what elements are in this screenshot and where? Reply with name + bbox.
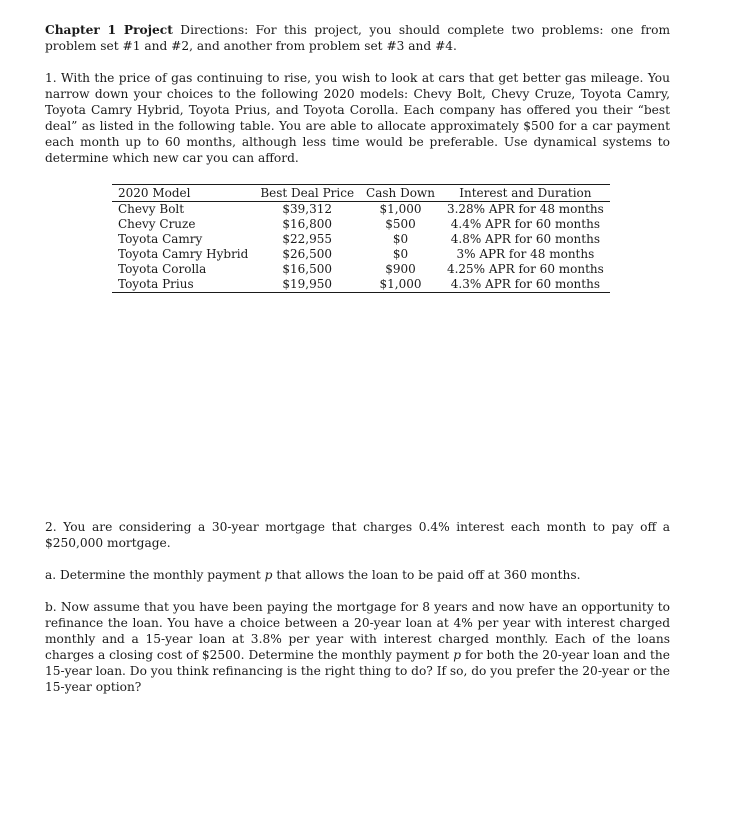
table-row [112,247,610,262]
cell-interest: 3.28% APR for 48 months [446,202,604,216]
table-row [112,217,610,232]
table-row [112,277,610,293]
cell-price: $39,312 [282,202,332,216]
header-model: 2020 Model [112,185,254,202]
problem-2-intro: 2. You are considering a 30-year mortgage that charges 0.4% interest each month to pay off a $250,000 mortgage. [45,520,670,550]
table-row [112,202,610,218]
cell-price: $16,500 [282,262,332,276]
variable-p: p [453,648,462,662]
cell-price: $19,950 [254,277,360,293]
part-a-text-start: a. Determine the monthly payment [45,568,265,582]
problem-2-part-b [45,599,670,695]
document-body [45,22,670,293]
header-interest: Interest and Duration [441,185,610,202]
cell-model: Chevy Cruze [118,217,196,231]
cell-model: Chevy Bolt [118,202,185,216]
cell-price: $26,500 [282,247,332,261]
table-row [112,262,610,277]
cell-interest: 3% APR for 48 months [456,247,595,261]
variable-p: p [264,568,273,582]
car-deals-table-wrapper [112,184,670,293]
table-row [112,232,610,247]
cell-interest: 4.8% APR for 60 months [450,232,600,246]
cell-cash-down: $0 [392,247,409,261]
header-price: Best Deal Price [254,185,360,202]
cell-interest: 4.25% APR for 60 months [446,262,604,276]
cell-cash-down: $900 [385,262,416,276]
problem-2-section [45,519,670,695]
cell-cash-down: $500 [385,217,416,231]
cell-model: Toyota Camry Hybrid [118,247,249,261]
car-deals-table [112,184,610,293]
cell-price: $16,800 [282,217,332,231]
cell-model: Toyota Prius [112,277,254,293]
cell-model: Toyota Camry [118,232,203,246]
cell-cash-down: $0 [392,232,409,246]
cell-cash-down: $1,000 [360,277,441,293]
cell-model: Toyota Corolla [118,262,207,276]
cell-interest: 4.4% APR for 60 months [450,217,600,231]
directions-paragraph [45,22,670,54]
problem-1-text: 1. With the price of gas continuing to rise, you wish to look at cars that get better gas mileage. You narrow down your choices to the following 2020 models: Chevy Bolt, Chevy Cruze, Toyota Camry, Toyota Camry Hybrid, Toyota Prius, and Toyota Corolla. Each company has offered you their “best deal” as listed in the following table. You are able to allocate approximately $500 for a car payment each month up to 60 months, although less time would be preferable. Use dynamical systems to determine which new car you can afford. [45,71,670,165]
directions-text: Directions: For this project, you should complete two problems: one from problem set #1 and #2, and another from problem set #3 and #4. [45,23,670,53]
chapter-heading: Chapter 1 Project [45,23,173,37]
cell-interest: 4.3% APR for 60 months [441,277,610,293]
table-header-row [112,185,610,202]
problem-2-part-a [45,567,670,583]
part-b-text-end: for both the 20-year loan and the 15-year loan. Do you think refinancing is the right thing to do? If so, do you prefer the 20-year or the 15-year option? [45,648,670,694]
cell-cash-down: $1,000 [379,202,422,216]
header-cash-down: Cash Down [360,185,441,202]
part-b-text-start: b. Now assume that you have been paying the mortgage for 8 years and now have an opportunity to refinance the loan. You have a choice between a 20-year loan at 4% per year with interest charged monthly and a 15-year loan at 3.8% per year with interest charged monthly. Each of the loans charges a closing cost of $2500. Determine the monthly payment [45,600,670,662]
cell-price: $22,955 [282,232,332,246]
part-a-text-end: that allows the loan to be paid off at 360 months. [272,568,581,582]
